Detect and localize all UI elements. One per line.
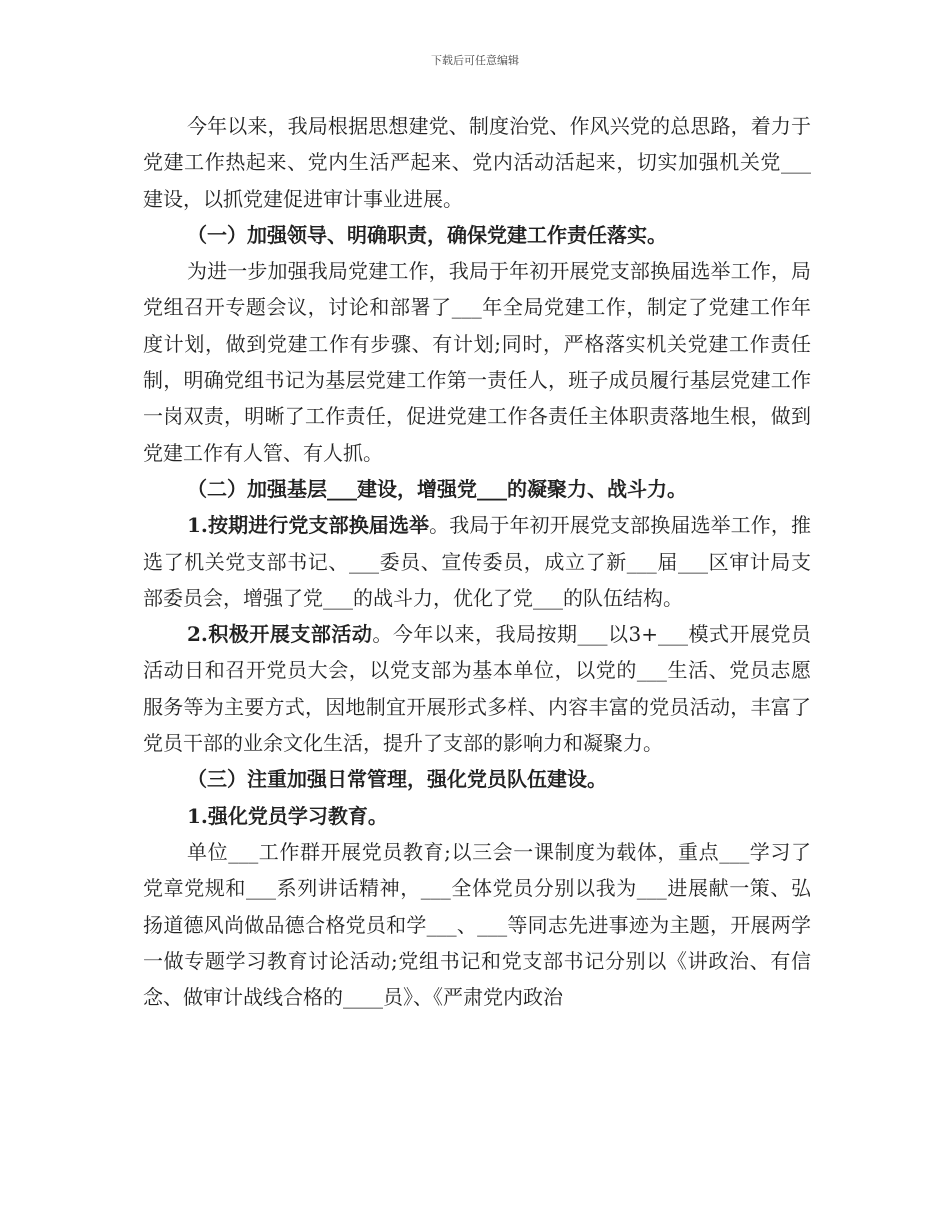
paragraph-section-3: 单位___工作群开展党员教育;以三会一课制度为载体，重点___学习了党章党规和___系列讲话精神，___全体党员分别以我为___进展献一策、弘扬道德风尚做品德合格党员和学___、___等同志先进事迹为主题，开展两学一做专题学习教育讨论活动;党组书记和党支部书记分别以《讲政治、有信念、做审计战线合格的____员》、《严肃党内政治 <box>143 839 811 1010</box>
paragraph-intro: 今年以来，我局根据思想建党、制度治党、作风兴党的总思路，着力于党建工作热起来、党内生活严起来、党内活动活起来，切实加强机关党___建设，以抓党建促进审计事业进展。 <box>143 114 811 211</box>
section-heading-2: （二）加强基层___建设，增强党___的凝聚力、战斗力。 <box>187 476 687 501</box>
section-heading-3: （三）注重加强日常管理，强化党员队伍建设。 <box>187 767 607 792</box>
item-text: 。我局于年初开展党支部换届选举工作，推选了机关党支部书记、___委员、宣传委员，成立了新___届___区审计局支部委员会，增强了党___的战斗力，优化了党___的队伍结构。 <box>143 513 811 610</box>
paragraph-item-2 <box>143 616 811 761</box>
document-body <box>143 108 811 1015</box>
item-lead: 2.积极开展支部活动 <box>187 622 373 647</box>
section-heading-1: （一）加强领导、明确职责，确保党建工作责任落实。 <box>187 222 667 247</box>
item-text: 。今年以来，我局按期___以3+___模式开展党员活动日和召开党员大会，以党支部为基本单位，以党的___生活、党员志愿服务等为主要方式，因地制宜开展形式多样、内容丰富的党员活动，丰富了党员干部的业余文化生活，提升了支部的影响力和凝聚力。 <box>143 622 811 756</box>
subsection-heading: 1.强化党员学习教育。 <box>187 803 388 828</box>
paragraph-section-1: 为进一步加强我局党建工作，我局于年初开展党支部换届选举工作，局党组召开专题会议，讨论和部署了___年全局党建工作，制定了党建工作年度计划，做到党建工作有步骤、有计划;同时，严格落实机关党建工作责任制，明确党组书记为基层党建工作第一责任人，班子成员履行基层党建工作一岗双责，明晰了工作责任，促进党建工作各责任主体职责落地生根，做到党建工作有人管、有人抓。 <box>143 259 811 465</box>
item-lead: 1.按期进行党支部换届选举 <box>187 513 430 538</box>
page-header: 下载后可任意编辑 <box>431 54 519 67</box>
paragraph-item-1 <box>143 507 811 616</box>
